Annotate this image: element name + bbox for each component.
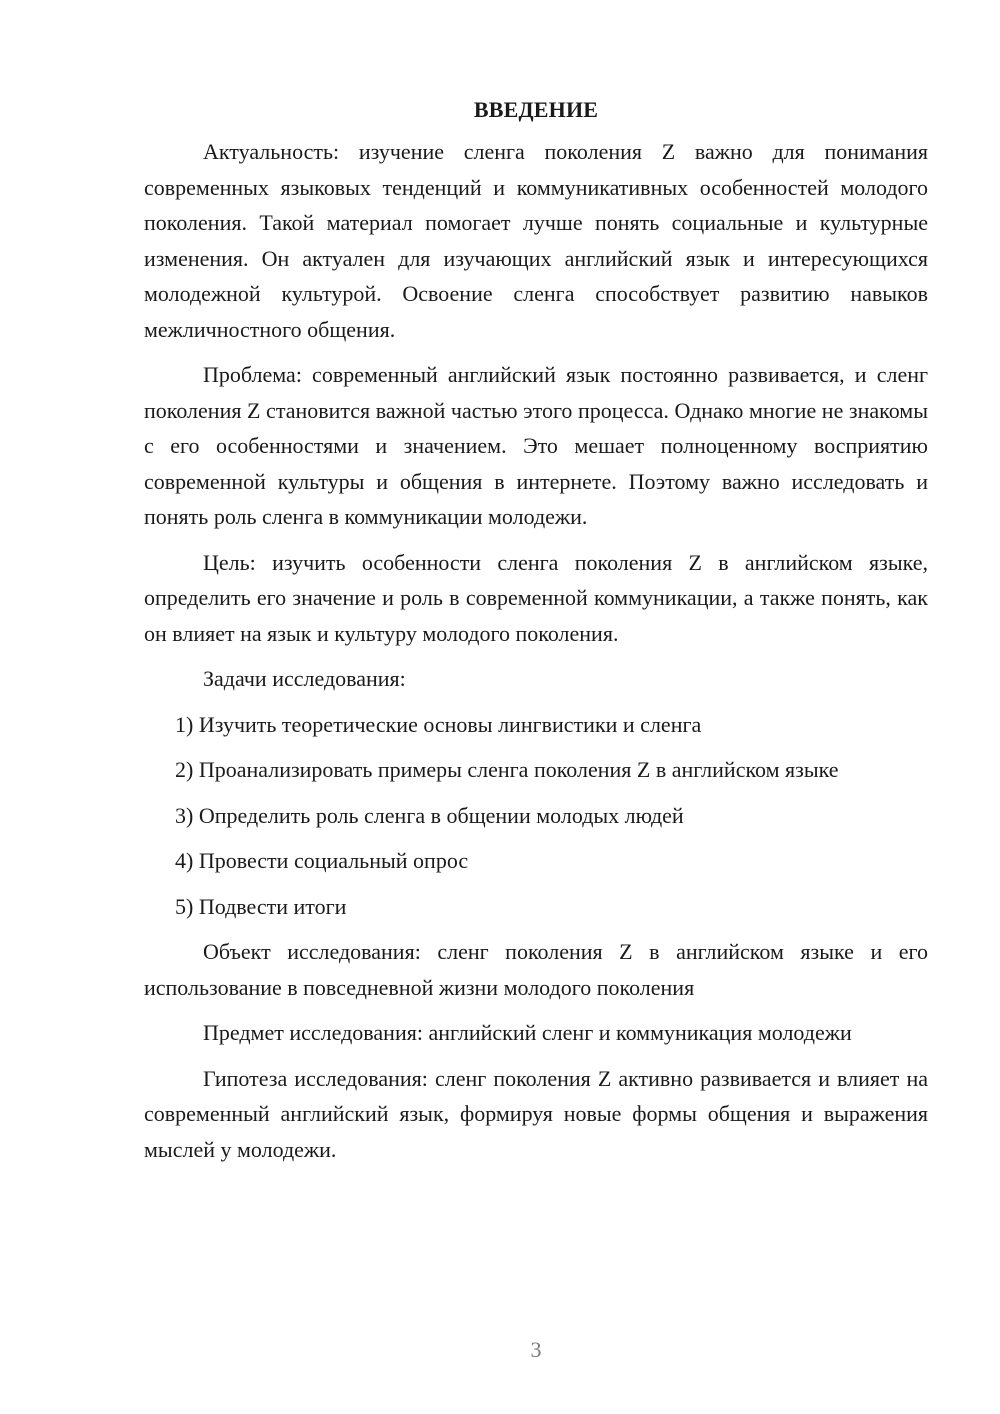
tasks-list (144, 707, 928, 925)
page-content (144, 96, 928, 1177)
list-item: 2) Проанализировать примеры сленга поколения Z в английском языке (175, 757, 839, 782)
paragraph-problem: Проблема: современный английский язык постоянно развивается, и сленг поколения Z становится важной частью этого процесса. Однако многие не знакомы с его особенностями и значением. Это мешает полноценному восприятию современной культуры и общения в интернете. Поэтому важно исследовать и понять роль сленга в коммуникации молодежи. (144, 362, 928, 529)
list-item: 5) Подвести итоги (175, 893, 347, 919)
page-title: ВВЕДЕНИЕ (473, 97, 599, 122)
paragraph-tasks-heading: Задачи исследования: (203, 666, 406, 691)
paragraph-subject: Предмет исследования: английский сленг и коммуникация молодежи (203, 1020, 852, 1045)
paragraph-hypothesis: Гипотеза исследования: сленг поколения Z активно развивается и влияет на современный английский язык, формируя новые формы общения и выражения мыслей у молодежи. (144, 1065, 928, 1162)
paragraph-goal: Цель: изучить особенности сленга поколения Z в английском языке, определить его значение и роль в современной коммуникации, а также понять, как он влияет на язык и культуру молодого поколения. (144, 549, 928, 646)
list-item: 3) Определить роль сленга в общении молодых людей (175, 802, 684, 828)
list-item: 4) Провести социальный опрос (175, 848, 469, 873)
list-item: 1) Изучить теоретические основы лингвистики и сленга (175, 711, 702, 737)
page-number: 3 (530, 1337, 542, 1362)
paragraph-relevance: Актуальность: изучение сленга поколения Z важно для понимания современных языковых тенденций и коммуникативных особенностей молодого поколения. Такой материал помогает лучше понять социальные и культурные изменения. Он актуален для изучающих английский язык и интересующихся молодежной культурой. Освоение сленга способствует развитию навыков межличностного общения. (144, 139, 928, 342)
paragraph-object: Объект исследования: сленг поколения Z в английском языке и его использование в повседневной жизни молодого поколения (144, 939, 928, 1000)
